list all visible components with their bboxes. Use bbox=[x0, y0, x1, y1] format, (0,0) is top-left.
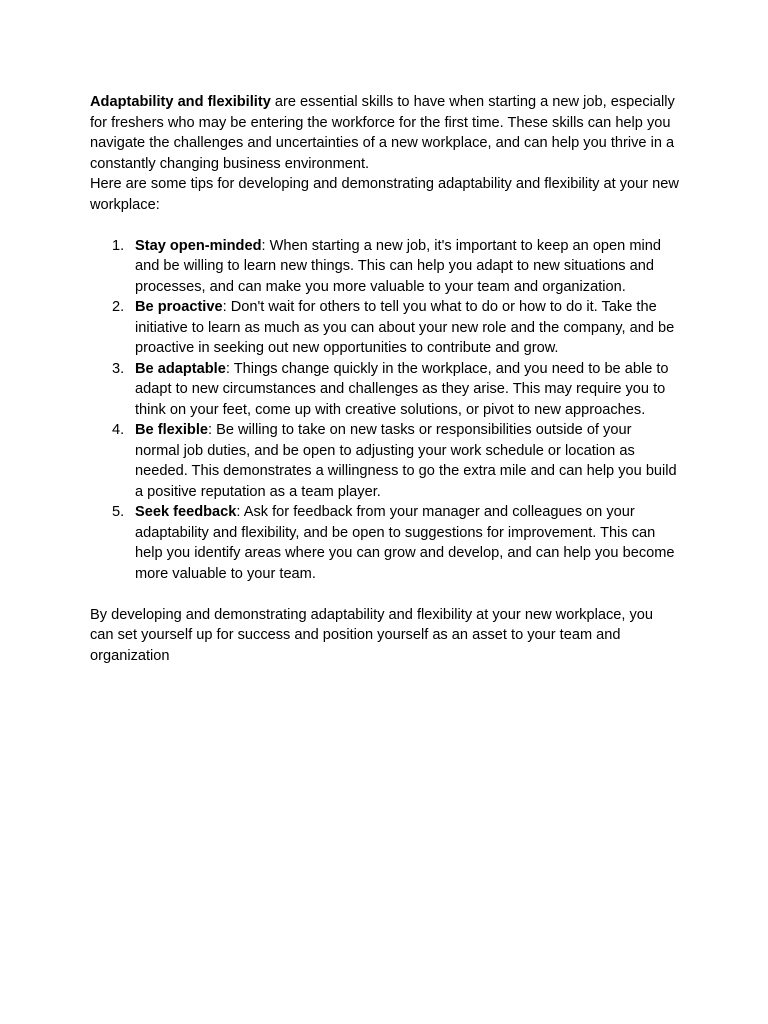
list-item bbox=[90, 236, 680, 298]
list-item bbox=[90, 359, 680, 421]
tip-title: Be adaptable bbox=[135, 360, 226, 377]
tip-text: : When starting a new job, it's important to keep an open mind and be willing to learn new things. This can help you adapt to new situations and processes, and can make you more valuable to your team and organization. bbox=[135, 237, 661, 295]
tip-title: Seek feedback bbox=[135, 504, 237, 520]
list-number: 1. bbox=[112, 237, 125, 254]
tip-title: Be proactive bbox=[135, 299, 223, 315]
list-item bbox=[90, 297, 680, 359]
list-item bbox=[90, 502, 680, 584]
blank-line bbox=[90, 584, 680, 605]
intro-text: are essential skills to have when starting a new job, especially for freshers who may be entering the workforce for the first time. These skills can help you navigate the challenges and uncertainties of a new workplace, and can help you thrive in a constantly changing business environment. bbox=[90, 94, 675, 172]
document-page bbox=[90, 92, 680, 666]
conclusion-paragraph: By developing and demonstrating adaptability and flexibility at your new workplace, you can set yourself up for success and position yourself as an asset to your team and organization bbox=[90, 606, 653, 664]
tip-text: : Don't wait for others to tell you what to do or how to do it. Take the initiative to learn as much as you can about your new role and the company, and be proactive in seeking out new opportunities to contribute and grow. bbox=[135, 299, 675, 356]
tips-list bbox=[90, 236, 680, 585]
list-number: 5. bbox=[112, 504, 125, 520]
blank-line bbox=[90, 215, 680, 236]
list-number: 3. bbox=[112, 360, 125, 377]
intro-bold-term: Adaptability and flexibility bbox=[90, 94, 271, 110]
intro-paragraph bbox=[90, 92, 680, 174]
tip-title: Be flexible bbox=[135, 422, 208, 438]
tip-text: : Be willing to take on new tasks or responsibilities outside of your normal job duties, and be open to adjusting your work schedule or location as needed. This demonstrates a willingness to go the extra mile and can help you build a positive reputation as a team player. bbox=[135, 422, 677, 500]
tip-text: : Ask for feedback from your manager and colleagues on your adaptability and flexibility, and be open to suggestions for improvement. This can help you identify areas where you can grow and develop, and can help you become more valuable to your team. bbox=[135, 504, 675, 582]
list-number: 4. bbox=[112, 422, 125, 438]
tip-text: : Things change quickly in the workplace, and you need to be able to adapt to new circumstances and challenges as they arise. This may require you to think on your feet, come up with creative solutions, or pivot to new approaches. bbox=[135, 360, 669, 418]
tip-title: Stay open-minded bbox=[135, 237, 262, 254]
list-item bbox=[90, 420, 680, 502]
lead-in-paragraph: Here are some tips for developing and demonstrating adaptability and flexibility at your new workplace: bbox=[90, 176, 679, 213]
list-number: 2. bbox=[112, 299, 125, 315]
